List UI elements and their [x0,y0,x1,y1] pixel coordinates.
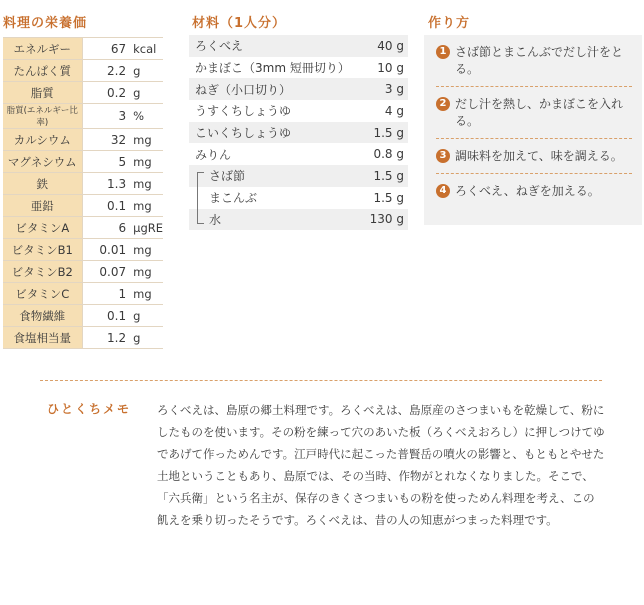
nutrient-unit: g [129,60,163,82]
ingredients-list [189,35,408,230]
nutrition-row [3,305,163,327]
ingredient-row [189,35,408,57]
nutrient-value: 6 [82,217,129,239]
ingredient-name: さば節 [209,169,246,184]
nutrition-row [3,239,163,261]
ingredient-name: ろくべえ [195,39,244,54]
nutrient-unit: g [129,82,163,104]
nutrient-unit: mg [129,261,163,283]
nutrient-label: ビタミンB1 [3,239,82,261]
nutrition-title: 料理の栄養価 [3,16,88,31]
nutrient-label: 脂質(エネルギー比率) [3,104,82,129]
ingredient-row [189,100,408,122]
ingredient-name: ねぎ（小口切り） [195,82,292,97]
nutrition-row [3,327,163,349]
dashi-bracket [197,172,204,224]
nutrient-unit: % [129,104,163,129]
ingredients-title: 材料（1人分） [192,16,287,31]
nutrient-label: ビタミンC [3,283,82,305]
memo-text: ろくべえは、島原の郷土料理です。ろくべえは、島原産のさつまいもを乾燥して、粉にしたものを使います。その粉を練って穴のあいた板（ろくべえおろし）に押しつけてゆであげて作っためんです。江戸時代に起こった普賢岳の噴火の影響と、もともとやせた土地ということもあり、島原では、その当時、作物がとれなくなりました。そこで、「六兵衛」という名主が、保存のきくさつまいもの粉を使っためん料理を考え、この飢えを乗り切ったそうです。ろくべえは、昔の人の知恵がつまった料理です。 [157,403,605,527]
ingredient-amount: 4 g [384,103,404,118]
nutrition-row [3,261,163,283]
nutrient-unit: g [129,305,163,327]
ingredient-name: うすくちしょうゆ [195,104,292,119]
ingredient-amount: 1.5 g [373,125,404,140]
nutrient-label: エネルギー [3,38,82,60]
nutrition-row [3,283,163,305]
ingredient-name: 水 [209,212,222,227]
ingredient-name: まこんぶ [209,191,258,206]
ingredient-amount: 40 g [377,38,404,53]
nutrient-label: 食塩相当量 [3,327,82,349]
memo-divider [40,380,602,381]
ingredient-name: みりん [195,147,232,162]
nutrient-unit: mg [129,173,163,195]
steps-title: 作り方 [428,16,471,31]
nutrition-row [3,60,163,82]
nutrition-row [3,82,163,104]
nutrition-row [3,151,163,173]
nutrient-value: 0.07 [82,261,129,283]
nutrition-row [3,173,163,195]
ingredient-name: かまぼこ（3mm 短冊切り） [195,61,350,76]
nutrient-unit: mg [129,239,163,261]
ingredient-row [189,209,408,231]
ingredient-row [189,187,408,209]
nutrient-label: 亜鉛 [3,195,82,217]
ingredient-amount: 0.8 g [373,147,404,162]
nutrient-value: 32 [82,129,129,151]
nutrient-label: カルシウム [3,129,82,151]
nutrient-value: 5 [82,151,129,173]
steps-panel [424,35,642,225]
step-number-icon: 3 [436,149,450,163]
nutrition-row [3,104,163,129]
nutrient-label: 鉄 [3,173,82,195]
nutrient-unit: μgRE [129,217,163,239]
ingredient-amount: 1.5 g [373,168,404,183]
step-item [436,138,632,173]
nutrient-value: 0.01 [82,239,129,261]
nutrient-label: ビタミンA [3,217,82,239]
nutrition-table [3,37,163,349]
step-item [436,173,632,208]
step-item [436,86,632,138]
nutrition-row [3,217,163,239]
ingredient-row [189,165,408,187]
step-number-icon: 1 [436,45,450,59]
ingredient-amount: 3 g [384,82,404,97]
nutrient-value: 3 [82,104,129,129]
ingredient-amount: 1.5 g [373,190,404,205]
nutrient-value: 0.1 [82,195,129,217]
nutrient-unit: mg [129,129,163,151]
ingredient-row [189,143,408,165]
ingredient-amount: 10 g [377,60,404,75]
nutrient-unit: kcal [129,38,163,60]
nutrient-value: 67 [82,38,129,60]
nutrition-row [3,195,163,217]
ingredient-row [189,78,408,100]
nutrition-row [3,129,163,151]
nutrient-label: ビタミンB2 [3,261,82,283]
nutrient-label: たんぱく質 [3,60,82,82]
ingredient-row [189,122,408,144]
step-item [436,41,632,86]
ingredient-name: こいくちしょうゆ [195,126,292,141]
step-text: さば節とまこんぶでだし汁をとる。 [455,45,624,76]
nutrient-label: 脂質 [3,82,82,104]
nutrient-value: 1.2 [82,327,129,349]
nutrient-value: 1.3 [82,173,129,195]
ingredient-amount: 130 g [369,212,404,227]
step-number-icon: 2 [436,97,450,111]
nutrient-unit: mg [129,151,163,173]
nutrient-unit: mg [129,283,163,305]
step-text: 調味料を加えて、味を調える。 [455,149,623,163]
nutrient-value: 0.1 [82,305,129,327]
nutrient-unit: mg [129,195,163,217]
nutrient-unit: g [129,327,163,349]
nutrition-row [3,38,163,60]
nutrient-label: 食物繊維 [3,305,82,327]
nutrient-label: マグネシウム [3,151,82,173]
nutrient-value: 2.2 [82,60,129,82]
nutrient-value: 1 [82,283,129,305]
step-number-icon: 4 [436,184,450,198]
step-text: だし汁を熱し、かまぼこを入れる。 [455,97,624,128]
memo-label: ひとくちメモ [47,402,132,416]
nutrient-value: 0.2 [82,82,129,104]
ingredient-row [189,57,408,79]
step-text: ろくべえ、ねぎを加える。 [455,184,600,198]
